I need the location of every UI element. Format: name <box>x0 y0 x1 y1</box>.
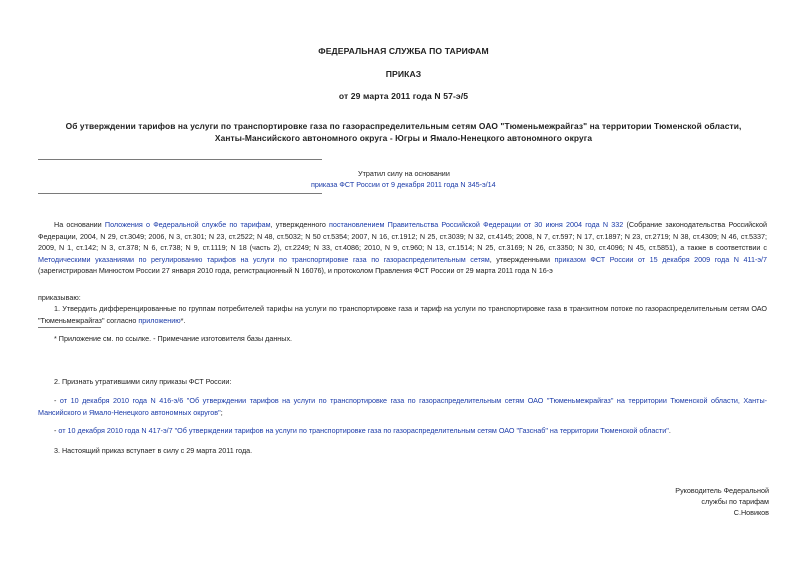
repealed-order-1-prefix: - <box>54 396 60 405</box>
status-top-rule <box>38 159 322 160</box>
order-416-link[interactable]: от 10 декабря 2010 года N 416-э/6 "Об утверждении тарифов на услуги по транспортировке газа по газораспределительным сетям ОАО "Тюменьмежрайгаз" на территории Тюменской области, Ханты-Мансийского и Ямало-Ненецкого автономных округов" <box>38 396 768 417</box>
preamble-text-3: (Собрание законодательства Российской Федерации, 2004, N 29, ст.3049; 2006, N 3, ст.301; N 23, ст.2522; N 48, ст.5032; N 50 ст.5354; 2007, N 16, ст.1912; N 25, ст.3039; N 32, ст.4145; 2008, N 7, ст.597; N 17, ст.1897; N 23, ст.2719; N 38, ст.4309; N 46, ст.5337; 2009, N 1, ст.142; N 3, ст.378; N 6, ст.738; N 9, ст.1119; N 18 (часть 2), ст.2249; N 33, ст.4086; 2010, N 9, ст.960; N 13, ст.1514; N 25, ст.3169; N 26, ст.3350; N 30, ст.4096; N 45, ст.5851), а также в соответствии с <box>38 220 768 253</box>
document-title-line1: Об утверждении тарифов на услуги по транспортировке газа по газораспределительным сетям ОАО "Тюменьмежрайгаз" на территории Тюменской области, <box>65 121 742 131</box>
order-417-link[interactable]: от 10 декабря 2010 года N 417-э/7 "Об утверждении тарифов на услуги по транспортировке газа по газораспределительным сетям ОАО "Газснаб" на территории Тюменской области" <box>58 426 669 435</box>
footnote-rule <box>38 327 101 328</box>
document-date-number: от 29 марта 2011 года N 57-э/5 <box>338 91 469 101</box>
preamble-text-2: , утвержденного <box>270 220 330 229</box>
repealed-order-1 <box>38 395 767 418</box>
item-1-tail: *. <box>180 315 186 325</box>
repealed-order-2-tail: . <box>668 426 671 435</box>
item-2-text: 2. Признать утратившими силу приказы ФСТ России: <box>54 377 232 386</box>
document-title-line2: Ханты-Мансийского автономного округа - Югры и Ямало-Ненецкого автономного округа <box>214 133 593 143</box>
repealed-order-2 <box>54 425 671 437</box>
signatory-name: С.Новиков <box>733 508 769 517</box>
status-note: Утратил силу на основании <box>358 169 450 178</box>
preamble-text-4: , утвержденными <box>489 254 555 264</box>
repeal-order-link[interactable]: приказа ФСТ России от 9 декабря 2011 года N 345-э/14 <box>311 180 496 189</box>
methodical-guidelines-link[interactable]: Методическими указаниями по регулированию тарифов на услуги по транспортировке газа по газораспределительным сетям <box>38 254 490 264</box>
item-3-text: 3. Настоящий приказ вступает в силу с 29 марта 2011 года. <box>54 446 253 455</box>
fst-regulation-link[interactable]: Положения о Федеральной службе по тарифам <box>104 220 271 229</box>
footnote: * Приложение см. по ссылке. - Примечание изготовителя базы данных. <box>54 334 293 343</box>
agency-name: ФЕДЕРАЛЬНАЯ СЛУЖБА ПО ТАРИФАМ <box>318 46 489 56</box>
document-type: ПРИКАЗ <box>385 69 422 79</box>
repealed-order-2-prefix: - <box>54 426 59 435</box>
order-word: приказываю: <box>38 293 81 302</box>
signature-position-line1: Руководитель Федеральной <box>675 486 769 495</box>
signature-position-line2: службы по тарифам <box>701 497 769 506</box>
appendix-link[interactable]: приложению <box>138 315 181 325</box>
preamble-text-5: (зарегистрирован Минюстом России 27 января 2010 года, регистрационный N 16076), и протоколом Правления ФСТ России от 29 марта 2011 года N 16-э <box>38 266 553 276</box>
item-1-paragraph <box>38 303 767 326</box>
item-1-text: 1. Утвердить дифференцированные по группам потребителей тарифы на услуги по транспортировке газа и тариф на услуги по транспортировке газа в транзитном потоке по газораспределительным сетям ОАО "Тюменьмежрайгаз" согласно <box>38 304 767 325</box>
preamble-paragraph <box>38 219 767 277</box>
repealed-order-1-tail: ; <box>220 407 223 417</box>
fst-order-411-link[interactable]: приказом ФСТ России от 15 декабря 2009 года N 411-э/7 <box>554 254 768 264</box>
status-bottom-rule <box>38 193 322 194</box>
preamble-text-1: На основании <box>54 220 105 229</box>
government-resolution-link[interactable]: постановлением Правительства Российской Федерации от 30 июня 2004 года N 332 <box>329 220 624 229</box>
